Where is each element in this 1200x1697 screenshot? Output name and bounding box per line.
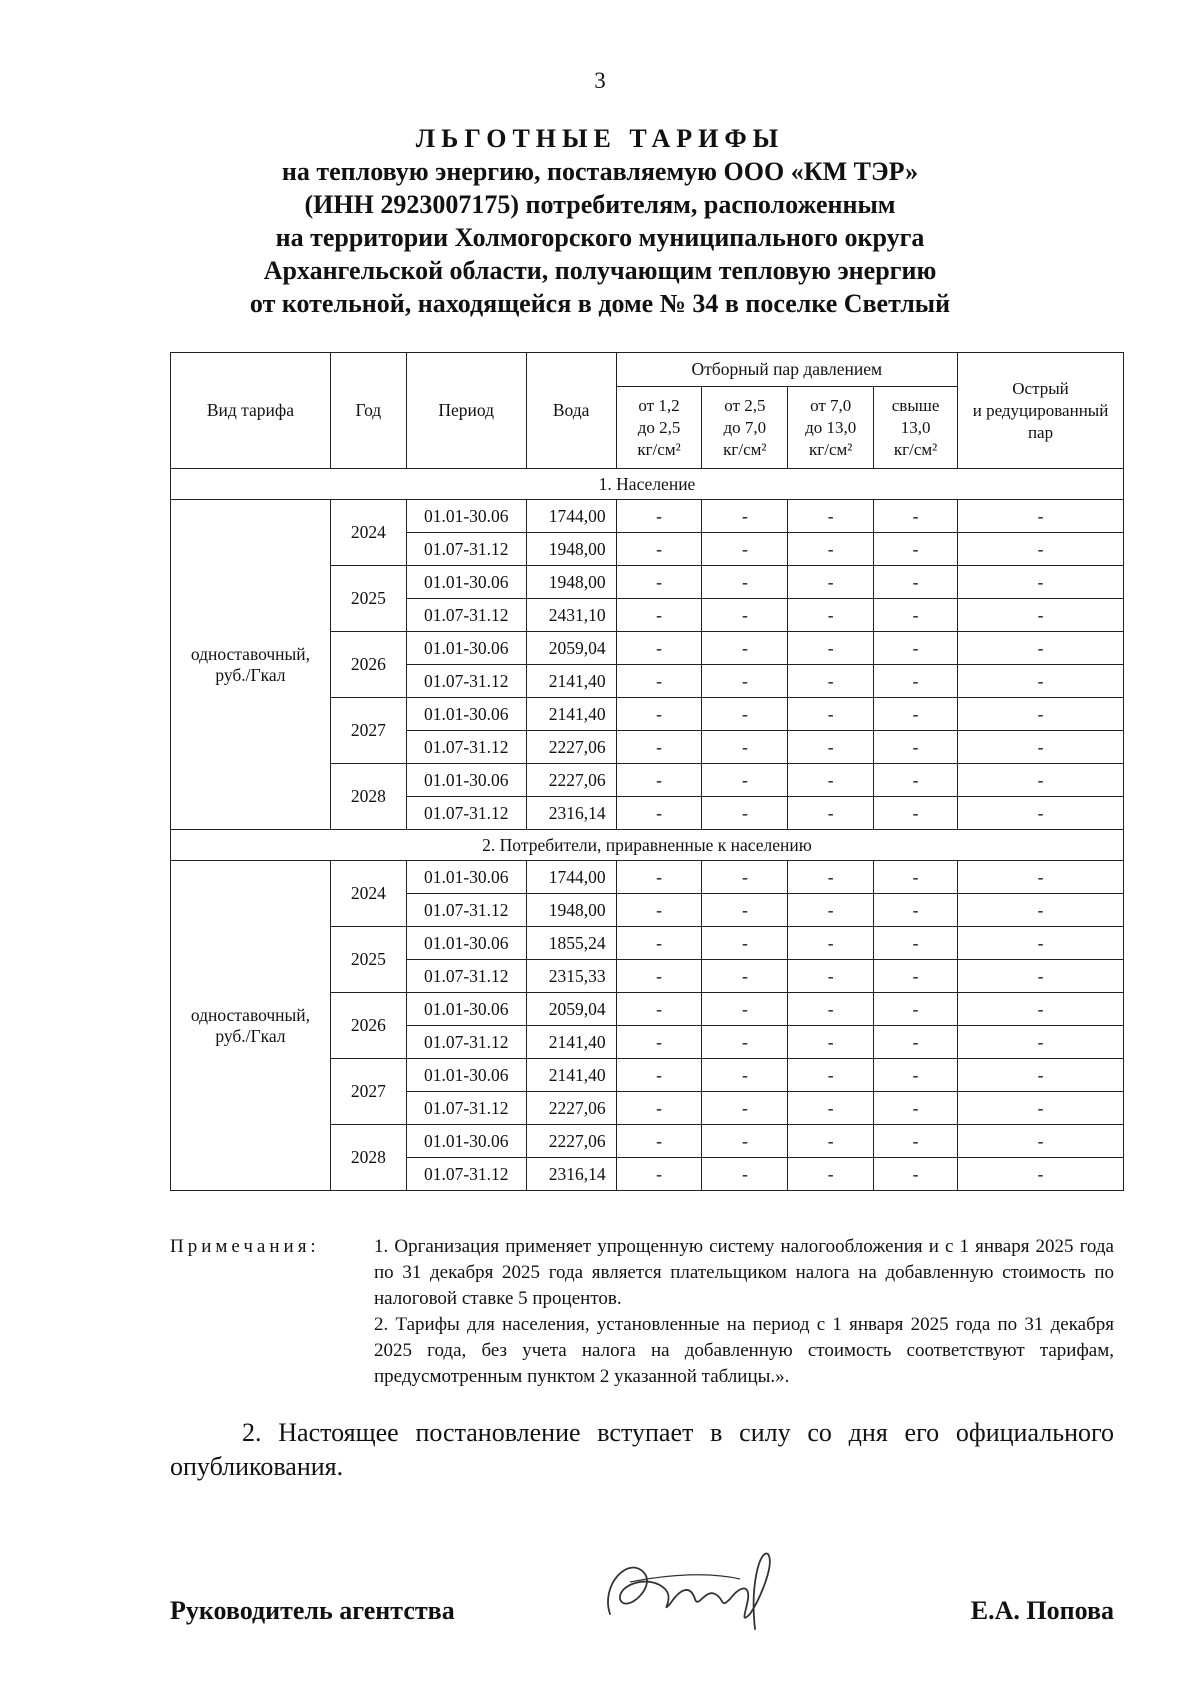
steam-cell: - — [788, 599, 874, 632]
period-cell: 01.01-30.06 — [406, 698, 526, 731]
year-cell: 2024 — [330, 861, 406, 927]
steam-cell: - — [788, 1125, 874, 1158]
steam-cell: - — [702, 533, 788, 566]
sharp-steam-cell: - — [958, 500, 1124, 533]
steam-cell: - — [702, 665, 788, 698]
sharp-steam-cell: - — [958, 1059, 1124, 1092]
steam-cell: - — [788, 500, 874, 533]
steam-cell: - — [874, 665, 958, 698]
period-cell: 01.07-31.12 — [406, 797, 526, 830]
steam-cell: - — [702, 632, 788, 665]
section-row — [171, 469, 1124, 500]
steam-cell: - — [874, 533, 958, 566]
steam-cell: - — [874, 731, 958, 764]
title-line: Архангельской области, получающим тепловую энергию — [263, 256, 937, 285]
steam-cell: - — [874, 797, 958, 830]
clause-text: 2. Настоящее постановление вступает в силу со дня его официального опубликования. — [170, 1418, 1114, 1481]
steam-cell: - — [616, 500, 702, 533]
sharp-steam-cell: - — [958, 1158, 1124, 1191]
steam-cell: - — [788, 665, 874, 698]
water-cell: 2227,06 — [526, 1125, 616, 1158]
section-title: 1. Население — [171, 469, 1124, 500]
steam-cell: - — [874, 698, 958, 731]
tariff-type-line: одноставочный, — [190, 1004, 311, 1025]
header-steam-line: от 2,5 — [724, 395, 766, 415]
water-cell: 1948,00 — [526, 566, 616, 599]
notes-body — [374, 1234, 1114, 1390]
water-cell: 2059,04 — [526, 993, 616, 1026]
notes-label: Примечания: — [170, 1236, 320, 1257]
water-cell: 1744,00 — [526, 500, 616, 533]
sharp-steam-cell: - — [958, 960, 1124, 993]
water-cell: 2141,40 — [526, 698, 616, 731]
steam-cell: - — [616, 698, 702, 731]
steam-cell: - — [616, 566, 702, 599]
steam-cell: - — [788, 632, 874, 665]
steam-cell: - — [788, 731, 874, 764]
header-water: Вода — [526, 353, 616, 469]
tariff-type-line: руб./Гкал — [215, 664, 286, 685]
period-cell: 01.01-30.06 — [406, 861, 526, 894]
steam-cell: - — [616, 861, 702, 894]
water-cell: 2227,06 — [526, 731, 616, 764]
steam-cell: - — [616, 1092, 702, 1125]
year-cell: 2025 — [330, 566, 406, 632]
header-steam-3 — [788, 387, 874, 469]
steam-cell: - — [616, 1158, 702, 1191]
steam-cell: - — [702, 731, 788, 764]
title-line: на тепловую энергию, поставляемую ООО «КМ ТЭР» — [281, 157, 919, 186]
period-cell: 01.01-30.06 — [406, 500, 526, 533]
steam-cell: - — [788, 993, 874, 1026]
period-cell: 01.07-31.12 — [406, 731, 526, 764]
steam-cell: - — [702, 1059, 788, 1092]
title-main: ЛЬГОТНЫЕ ТАРИФЫ — [415, 124, 785, 153]
period-cell: 01.01-30.06 — [406, 1059, 526, 1092]
page-number: 3 — [594, 68, 606, 93]
period-cell: 01.07-31.12 — [406, 1026, 526, 1059]
year-cell: 2024 — [330, 500, 406, 566]
section-title: 2. Потребители, приравненные к населению — [171, 830, 1124, 861]
header-period: Период — [406, 353, 526, 469]
steam-cell: - — [702, 993, 788, 1026]
header-steam-line: от 1,2 — [638, 395, 680, 415]
signatory-name: Е.А. Попова — [970, 1596, 1114, 1625]
steam-cell: - — [788, 927, 874, 960]
tariff-type-line: руб./Гкал — [215, 1025, 286, 1046]
steam-cell: - — [874, 566, 958, 599]
steam-cell: - — [788, 1059, 874, 1092]
header-sharp-line: пар — [1027, 422, 1054, 442]
period-cell: 01.01-30.06 — [406, 927, 526, 960]
steam-cell: - — [702, 1026, 788, 1059]
steam-cell: - — [874, 1125, 958, 1158]
steam-cell: - — [788, 861, 874, 894]
water-cell: 2316,14 — [526, 797, 616, 830]
period-cell: 01.01-30.06 — [406, 764, 526, 797]
water-cell: 2431,10 — [526, 599, 616, 632]
water-cell: 1948,00 — [526, 894, 616, 927]
header-steam-1 — [616, 387, 702, 469]
year-cell: 2026 — [330, 632, 406, 698]
steam-cell: - — [788, 1092, 874, 1125]
steam-cell: - — [702, 894, 788, 927]
steam-cell: - — [616, 797, 702, 830]
steam-cell: - — [616, 764, 702, 797]
steam-cell: - — [874, 500, 958, 533]
year-cell: 2028 — [330, 764, 406, 830]
steam-cell: - — [702, 861, 788, 894]
year-cell: 2026 — [330, 993, 406, 1059]
steam-cell: - — [788, 797, 874, 830]
steam-cell: - — [702, 1125, 788, 1158]
steam-cell: - — [874, 927, 958, 960]
steam-cell: - — [702, 764, 788, 797]
table-row — [171, 500, 1124, 533]
period-cell: 01.07-31.12 — [406, 533, 526, 566]
water-cell: 1855,24 — [526, 927, 616, 960]
steam-cell: - — [874, 1026, 958, 1059]
water-cell: 2141,40 — [526, 1026, 616, 1059]
handwritten-signature — [590, 1544, 790, 1634]
period-cell: 01.01-30.06 — [406, 632, 526, 665]
year-cell: 2028 — [330, 1125, 406, 1191]
steam-cell: - — [874, 632, 958, 665]
sharp-steam-cell: - — [958, 731, 1124, 764]
steam-cell: - — [788, 764, 874, 797]
title-line: (ИНН 2923007175) потребителям, расположенным — [304, 190, 896, 219]
sharp-steam-cell: - — [958, 797, 1124, 830]
steam-cell: - — [874, 894, 958, 927]
steam-cell: - — [874, 993, 958, 1026]
sharp-steam-cell: - — [958, 894, 1124, 927]
table-row — [171, 861, 1124, 894]
header-sharp-line: Острый — [1012, 378, 1069, 398]
water-cell: 1948,00 — [526, 533, 616, 566]
water-cell: 2059,04 — [526, 632, 616, 665]
header-steam-line: кг/см² — [637, 439, 681, 459]
sharp-steam-cell: - — [958, 665, 1124, 698]
tariff-type-line: одноставочный, — [190, 643, 311, 664]
note-item: 2. Тарифы для населения, установленные на период с 1 января 2025 года по 31 декабря 2025 года, без учета налога на добавленную стоимость соответствуют тарифам, предусмотренным пунктом 2 указанной таблицы.». — [374, 1314, 1114, 1387]
header-steam-line: до 7,0 — [723, 417, 767, 437]
steam-cell: - — [702, 698, 788, 731]
steam-cell: - — [616, 1125, 702, 1158]
header-sharp-line: и редуцированный — [972, 400, 1109, 420]
steam-cell: - — [702, 599, 788, 632]
steam-cell: - — [616, 1059, 702, 1092]
steam-cell: - — [874, 599, 958, 632]
sharp-steam-cell: - — [958, 698, 1124, 731]
sharp-steam-cell: - — [958, 566, 1124, 599]
period-cell: 01.01-30.06 — [406, 566, 526, 599]
tariff-table — [170, 352, 1124, 1191]
steam-cell: - — [874, 960, 958, 993]
period-cell: 01.01-30.06 — [406, 1125, 526, 1158]
steam-cell: - — [616, 731, 702, 764]
water-cell: 2227,06 — [526, 764, 616, 797]
steam-cell: - — [874, 1059, 958, 1092]
header-steam-line: до 13,0 — [805, 417, 857, 437]
steam-cell: - — [616, 894, 702, 927]
document-title — [0, 122, 1200, 320]
header-steam-group: Отборный пар давлением — [616, 353, 957, 387]
tariff-table-body — [171, 469, 1124, 1191]
sharp-steam-cell: - — [958, 599, 1124, 632]
header-steam-line: кг/см² — [723, 439, 767, 459]
steam-cell: - — [616, 960, 702, 993]
steam-cell: - — [788, 533, 874, 566]
period-cell: 01.07-31.12 — [406, 665, 526, 698]
steam-cell: - — [702, 1092, 788, 1125]
steam-cell: - — [702, 797, 788, 830]
sharp-steam-cell: - — [958, 1026, 1124, 1059]
header-steam-line: кг/см² — [809, 439, 853, 459]
steam-cell: - — [788, 960, 874, 993]
steam-cell: - — [702, 1158, 788, 1191]
steam-cell: - — [702, 500, 788, 533]
header-steam-line: кг/см² — [893, 439, 938, 459]
steam-cell: - — [616, 993, 702, 1026]
water-cell: 2141,40 — [526, 665, 616, 698]
steam-cell: - — [616, 599, 702, 632]
water-cell: 2141,40 — [526, 1059, 616, 1092]
signatory-role: Руководитель агентства — [170, 1596, 455, 1625]
sharp-steam-cell: - — [958, 764, 1124, 797]
water-cell: 2227,06 — [526, 1092, 616, 1125]
header-tariff-type: Вид тарифа — [171, 353, 331, 469]
steam-cell: - — [702, 960, 788, 993]
water-cell: 1744,00 — [526, 861, 616, 894]
sharp-steam-cell: - — [958, 632, 1124, 665]
note-item: 1. Организация применяет упрощенную систему налогообложения и с 1 января 2025 года по 31 декабря 2025 года является плательщиком налога на добавленную стоимость по налоговой ставке 5 процентов. — [374, 1236, 1114, 1309]
tariff-type-cell — [171, 500, 331, 830]
sharp-steam-cell: - — [958, 861, 1124, 894]
water-cell: 2315,33 — [526, 960, 616, 993]
sharp-steam-cell: - — [958, 1125, 1124, 1158]
sharp-steam-cell: - — [958, 993, 1124, 1026]
steam-cell: - — [788, 698, 874, 731]
period-cell: 01.07-31.12 — [406, 1158, 526, 1191]
header-steam-line: от 7,0 — [810, 395, 852, 415]
steam-cell: - — [874, 1092, 958, 1125]
sharp-steam-cell: - — [958, 1092, 1124, 1125]
steam-cell: - — [788, 1158, 874, 1191]
header-sharp-steam — [958, 353, 1124, 469]
year-cell: 2027 — [330, 1059, 406, 1125]
year-cell: 2027 — [330, 698, 406, 764]
steam-cell: - — [702, 927, 788, 960]
steam-cell: - — [702, 566, 788, 599]
steam-cell: - — [874, 764, 958, 797]
steam-cell: - — [616, 927, 702, 960]
steam-cell: - — [788, 894, 874, 927]
year-cell: 2025 — [330, 927, 406, 993]
section-row — [171, 830, 1124, 861]
title-line: от котельной, находящейся в доме № 34 в поселке Светлый — [249, 289, 951, 318]
steam-cell: - — [874, 1158, 958, 1191]
tariff-type-cell — [171, 861, 331, 1191]
steam-cell: - — [788, 1026, 874, 1059]
header-steam-line: до 2,5 — [637, 417, 681, 437]
steam-cell: - — [788, 566, 874, 599]
period-cell: 01.07-31.12 — [406, 894, 526, 927]
header-steam-2 — [702, 387, 788, 469]
sharp-steam-cell: - — [958, 533, 1124, 566]
title-line: на территории Холмогорского муниципального округа — [275, 223, 925, 252]
steam-cell: - — [616, 665, 702, 698]
period-cell: 01.01-30.06 — [406, 993, 526, 1026]
period-cell: 01.07-31.12 — [406, 960, 526, 993]
header-steam-4 — [874, 387, 958, 469]
water-cell: 2316,14 — [526, 1158, 616, 1191]
steam-cell: - — [616, 632, 702, 665]
steam-cell: - — [874, 861, 958, 894]
signature-block — [170, 1574, 1114, 1634]
period-cell: 01.07-31.12 — [406, 1092, 526, 1125]
header-steam-line: 13,0 — [900, 417, 931, 437]
steam-cell: - — [616, 1026, 702, 1059]
header-steam-line: свыше — [891, 395, 940, 415]
period-cell: 01.07-31.12 — [406, 599, 526, 632]
steam-cell: - — [616, 533, 702, 566]
sharp-steam-cell: - — [958, 927, 1124, 960]
header-year: Год — [330, 353, 406, 469]
